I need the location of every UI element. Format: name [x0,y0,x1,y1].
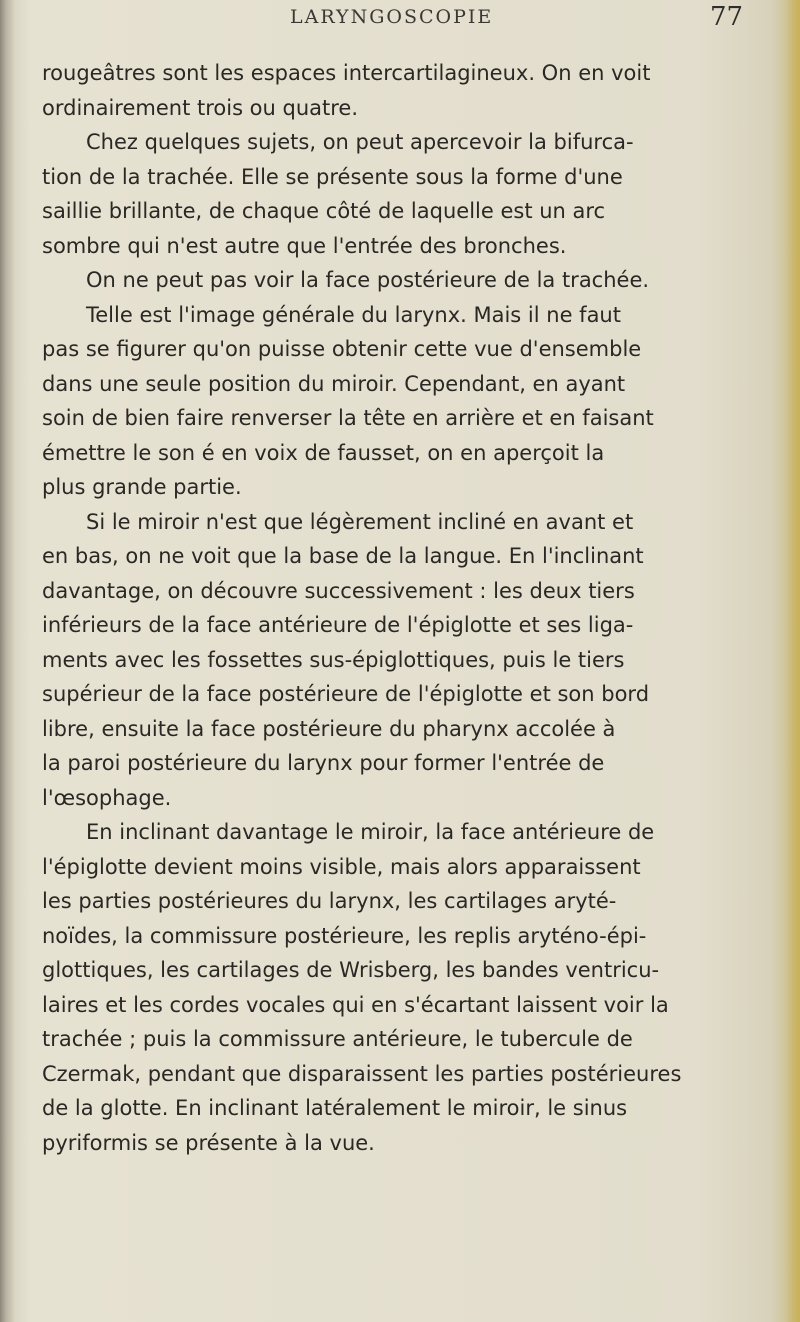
text-line: ments avec les fossettes sus-épiglottiques, puis le tiers [42,647,625,672]
text-line: la paroi postérieure du larynx pour former l'entrée de [42,751,605,775]
text-line: davantage, on découvre successivement : les deux tiers [42,578,635,603]
text-line: en bas, on ne voit que la base de la langue. En l'inclinant [42,544,644,568]
running-head [0,2,800,36]
text-line: Si le miroir n'est que légèrement incliné en avant et [86,509,634,534]
text-line: pyriformis se présente à la vue. [42,1130,375,1155]
page-edge [786,0,800,1322]
text-line: noïdes, la commissure postérieure, les replis aryténo-épi- [42,923,647,948]
text-line: inférieurs de la face antérieure de l'épiglotte et ses liga- [42,613,634,637]
text-line: dans une seule position du miroir. Cependant, en ayant [42,371,626,396]
text-line: En inclinant davantage le miroir, la face antérieure de [86,820,655,844]
text-line: ordinairement trois ou quatre. [42,95,359,120]
text-line: tion de la trachée. Elle se présente sous la forme d'une [42,164,623,189]
text-line: les parties postérieures du larynx, les cartilages aryté- [42,889,617,913]
text-line: Chez quelques sujets, on peut apercevoir la bifurca- [86,130,634,154]
text-line: supérieur de la face postérieure de l'épiglotte et son bord [42,682,650,706]
page-number: 77 [710,2,744,32]
text-line: plus grande partie. [42,475,242,499]
text-line: libre, ensuite la face postérieure du pharynx accolée à [42,716,616,741]
text-line: sombre qui n'est autre que l'entrée des bronches. [42,233,567,258]
text-line: soin de bien faire renverser la tête en arrière et en faisant [42,406,654,430]
text-line: de la glotte. En inclinant latéralement le miroir, le sinus [42,1096,628,1120]
text-line: Telle est l'image générale du larynx. Mais il ne faut [86,302,621,327]
text-line: rougeâtres sont les espaces intercartilagineux. On en voit [42,61,651,85]
text-line: glottiques, les cartilages de Wrisberg, les bandes ventricu- [42,958,660,982]
text-line: pas se figurer qu'on puisse obtenir cette vue d'ensemble [42,337,642,361]
text-line: Czermak, pendant que disparaissent les parties postérieures [42,1061,682,1086]
text-line: trachée ; puis la commissure antérieure, le tubercule de [42,1027,633,1051]
text-line: émettre le son é en voix de fausset, on en aperçoit la [42,440,605,465]
text-line: laires et les cordes vocales qui en s'écartant laissent voir la [42,992,669,1017]
text-line: saillie brillante, de chaque côté de laquelle est un arc [42,199,606,223]
text-line: l'épiglotte devient moins visible, mais alors apparaissent [42,854,641,879]
text-line: On ne peut pas voir la face postérieure de la trachée. [86,268,650,292]
body-text [42,56,782,1160]
text-line: l'œsophage. [42,785,172,810]
page-spine-shadow [0,0,14,1322]
running-head-title: LARYNGOSCOPIE [290,6,494,28]
